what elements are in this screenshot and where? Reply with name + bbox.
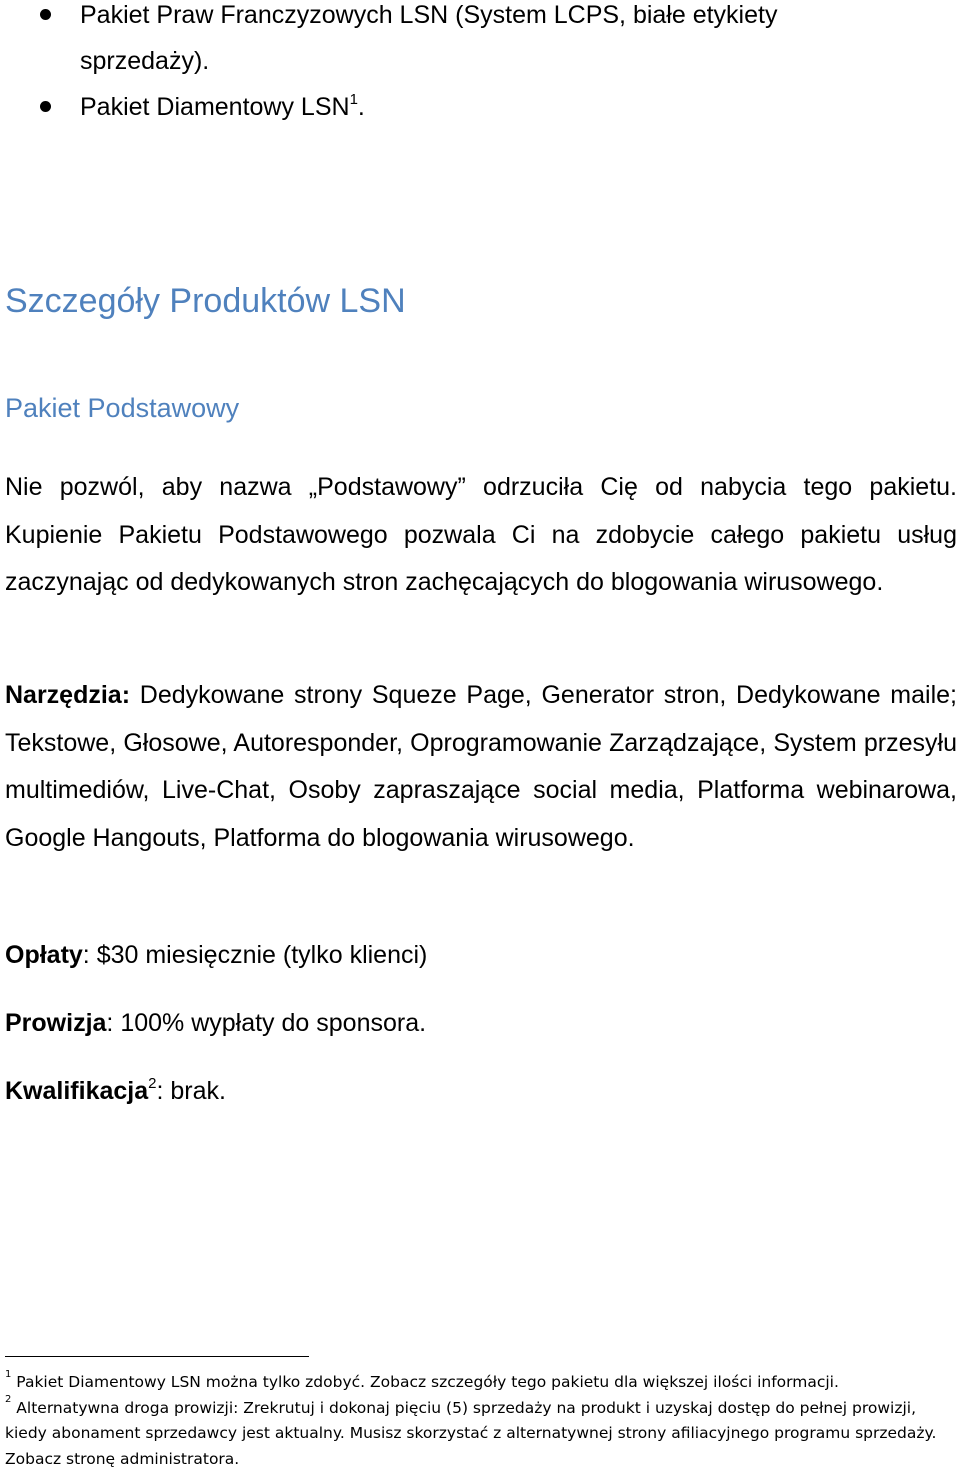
fees-line xyxy=(5,940,427,970)
footnote-text: Pakiet Diamentowy LSN można tylko zdobyć. Zobacz szczegóły tego pakietu dla większej ilości informacji. xyxy=(11,1373,839,1391)
list-item-punct: . xyxy=(357,93,365,121)
footnote-ref: 1 xyxy=(349,90,358,108)
list-item-text: Pakiet Diamentowy LSN xyxy=(80,93,350,121)
list-item xyxy=(0,0,880,84)
footnote-text: Alternatywna droga prowizji: Zrekrutuj i dokonaj pięciu (5) sprzedaży na produkt i uzyskaj dostęp do pełnej prowizji, kiedy abonament sprzedawcy jest aktualny. Musisz skorzystać z alternatywnej strony afiliacyjnego programu sprzedaży. Zobacz stronę administratora. xyxy=(5,1398,937,1468)
tools-label: Narzędzia: xyxy=(5,681,131,709)
qualification-label: Kwalifikacja xyxy=(5,1077,149,1105)
tools-text: Dedykowane strony Squeze Page, Generator stron, Dedykowane maile; Tekstowe, Głosowe, Autoresponder, Oprogramowanie Zarządzające, System przesyłu multimediów, Live-Chat, Osoby zapraszające social media, Platforma webinarowa, Google Hangouts, Platforma do blogowania wirusowego. xyxy=(5,681,957,852)
commission-text: : 100% wypłaty do sponsora. xyxy=(106,1009,427,1037)
footnotes xyxy=(5,1370,960,1472)
tools-paragraph xyxy=(5,672,957,862)
fees-label: Opłaty xyxy=(5,941,83,969)
section-title: Szczegóły Produktów LSN xyxy=(5,282,406,320)
footnote-number: 2 xyxy=(5,1394,12,1406)
footnote-ref: 2 xyxy=(148,1074,157,1092)
commission-line xyxy=(5,1008,426,1038)
qualification-text: : brak. xyxy=(156,1077,226,1105)
footnote-divider xyxy=(5,1356,309,1357)
footnote-number: 1 xyxy=(5,1368,12,1380)
list-item-text: Pakiet Praw Franczyzowych LSN (System LCPS, białe etykiety sprzedaży). xyxy=(80,1,778,75)
list-item xyxy=(0,84,880,130)
commission-label: Prowizja xyxy=(5,1009,107,1037)
package-list xyxy=(0,0,960,130)
qualification-line xyxy=(5,1076,226,1106)
footnote xyxy=(5,1396,960,1473)
fees-text: : $30 miesięcznie (tylko klienci) xyxy=(82,941,428,969)
footnote xyxy=(5,1370,960,1396)
bullet-icon xyxy=(40,9,51,20)
intro-paragraph: Nie pozwól, aby nazwa „Podstawowy” odrzuciła Cię od nabycia tego pakietu. Kupienie Pakietu Podstawowego pozwala Ci na zdobycie całego pakietu usług zaczynając od dedykowanych stron zachęcających do blogowania wirusowego. xyxy=(5,473,957,597)
bullet-icon xyxy=(40,101,51,112)
package-title: Pakiet Podstawowy xyxy=(5,393,240,423)
